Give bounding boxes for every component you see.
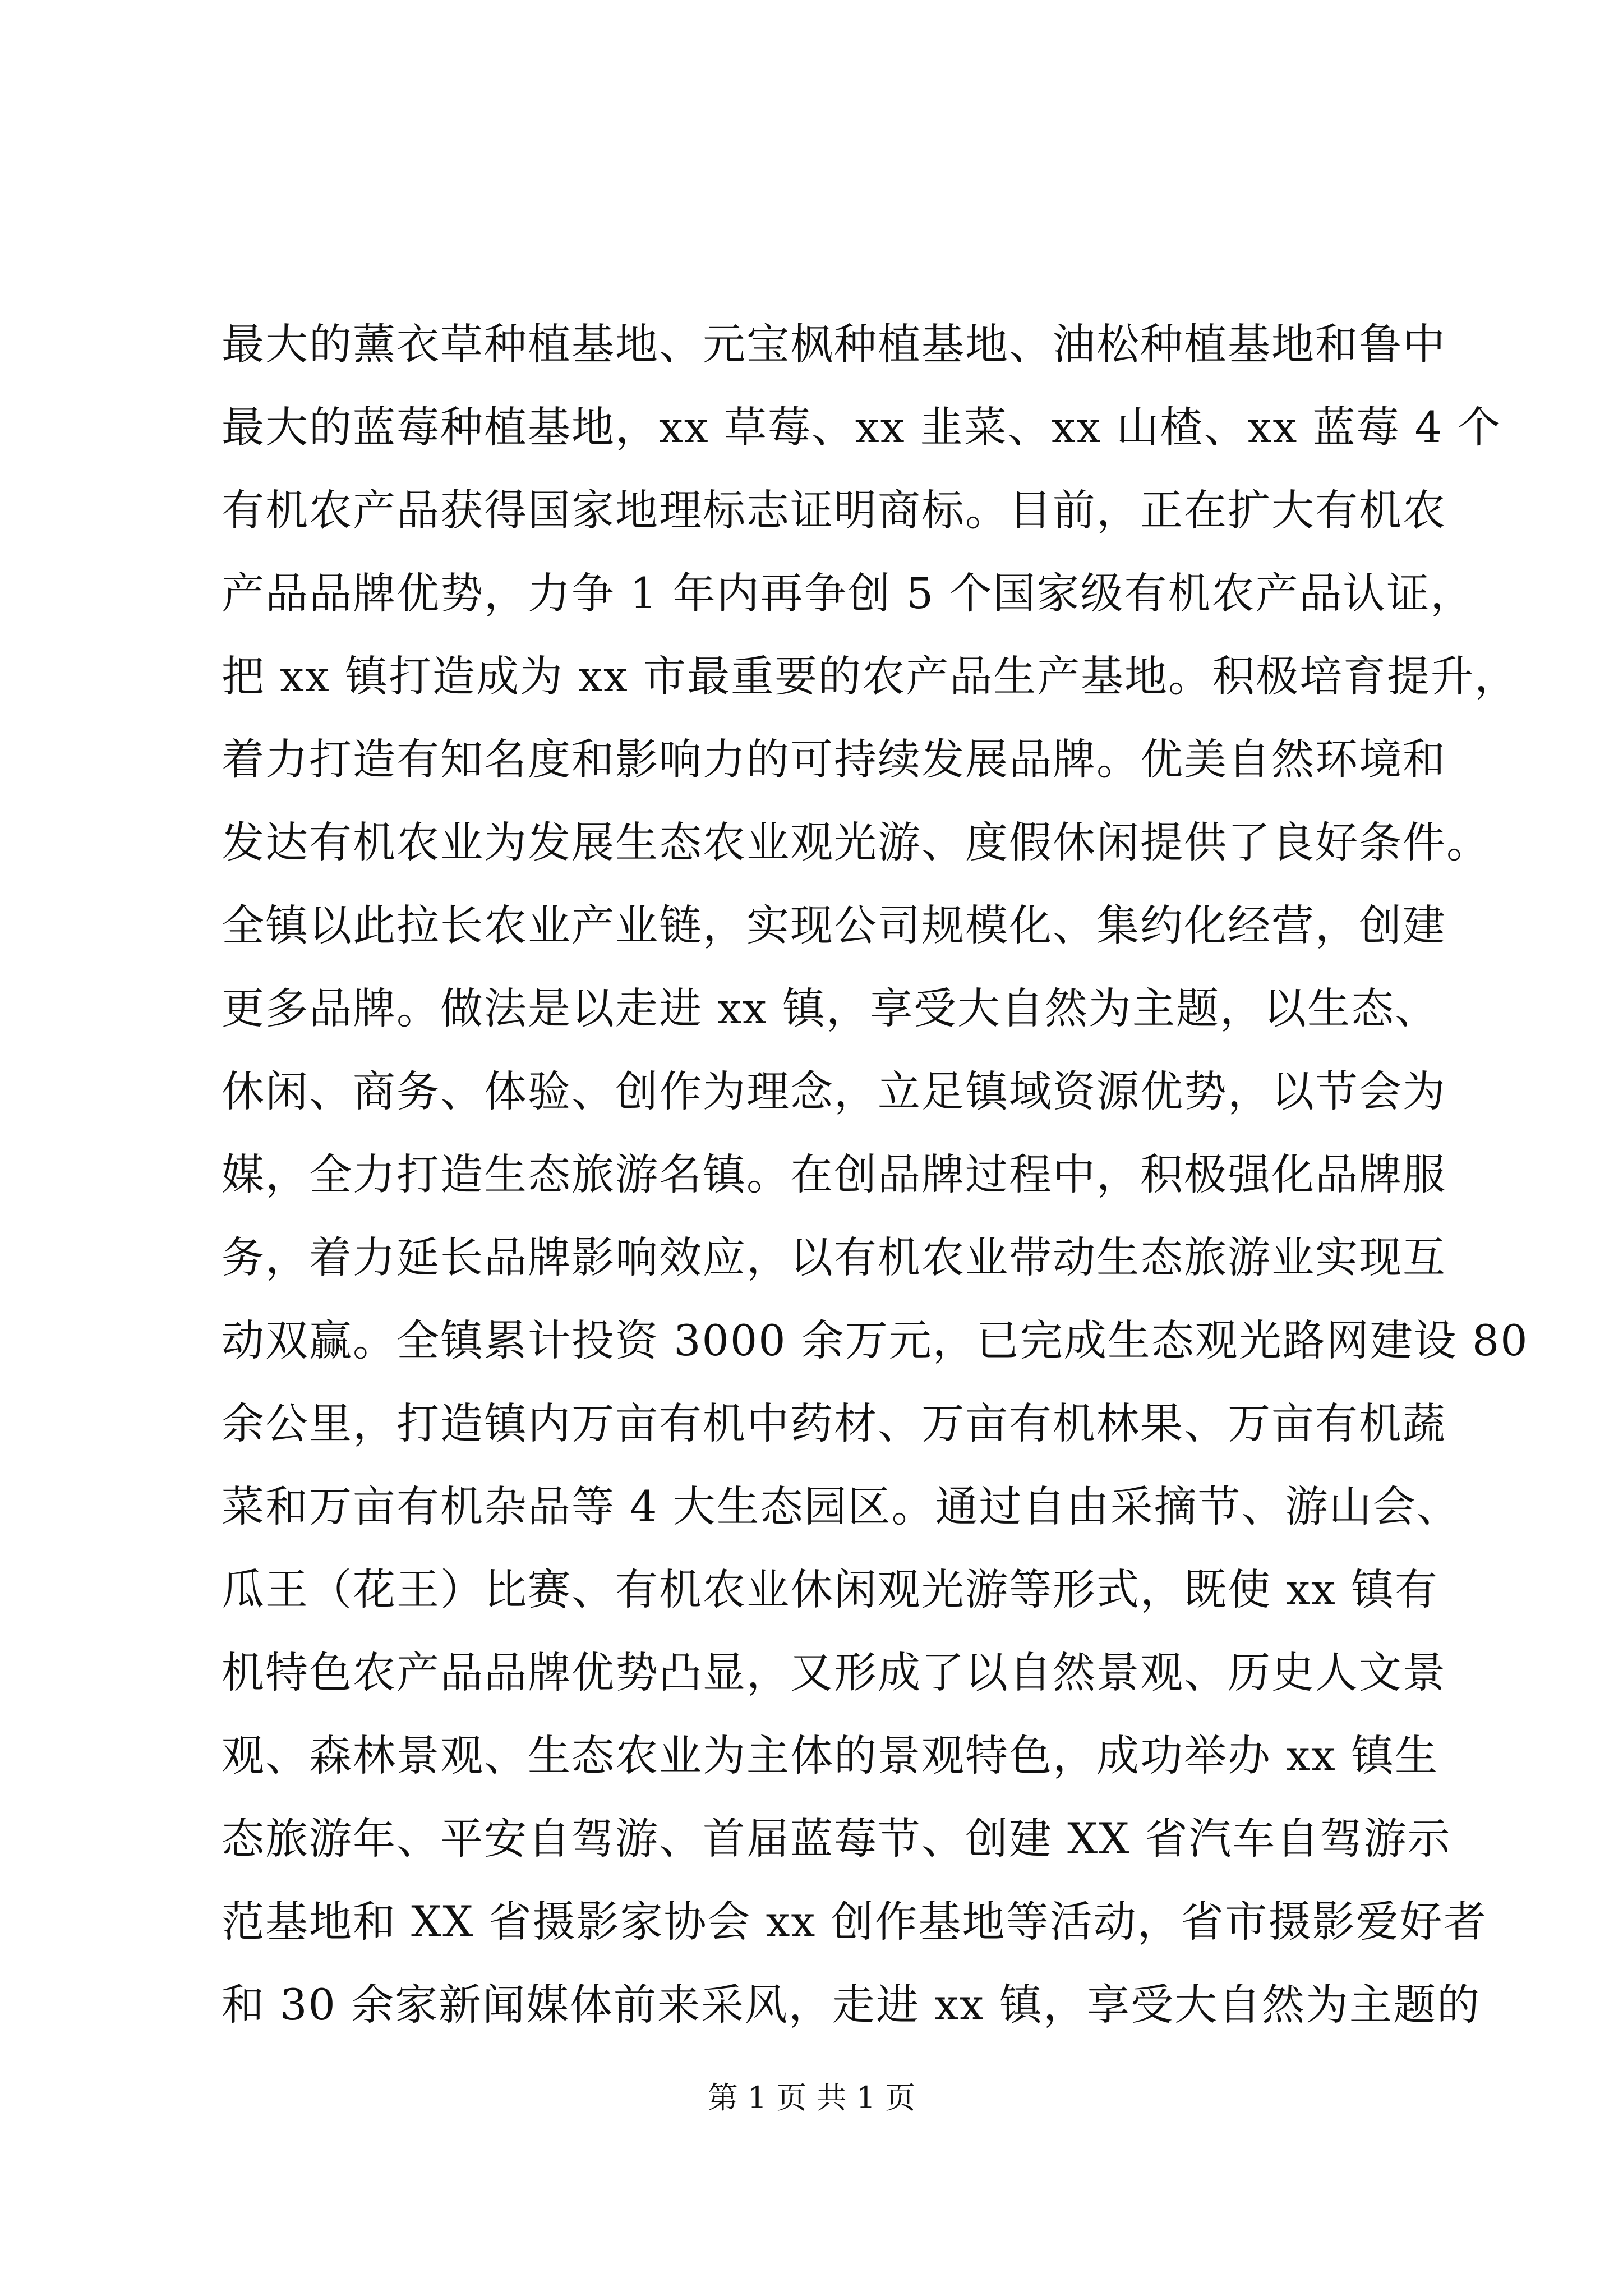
- text-line: 着力打造有知名度和影响力的可持续发展品牌。优美自然环境和: [222, 734, 1446, 784]
- text-line: 媒，全力打造生态旅游名镇。在创品牌过程中，积极强化品牌服: [222, 1149, 1446, 1199]
- page-footer: [0, 2076, 1623, 2120]
- text-line: 瓜王（花王）比赛、有机农业休闲观光游等形式，既使 xx 镇有: [222, 1565, 1439, 1614]
- text-line: 范基地和 XX 省摄影家协会 xx 创作基地等活动，省市摄影爱好者: [222, 1897, 1487, 1947]
- text-line: 菜和万亩有机杂品等 4 大生态园区。通过自由采摘节、游山会、: [222, 1481, 1460, 1531]
- text-line: 观、森林景观、生态农业为主体的景观特色，成功举办 xx 镇生: [222, 1731, 1439, 1780]
- text-line: 余公里，打造镇内万亩有机中药材、万亩有机林果、万亩有机蔬: [222, 1398, 1446, 1448]
- page-number-label: 第 1 页 共 1 页: [707, 2080, 916, 2115]
- body-paragraph: [222, 303, 1529, 2046]
- text-line: 态旅游年、平安自驾游、首届蓝莓节、创建 XX 省汽车自驾游示: [222, 1814, 1451, 1864]
- text-line: 发达有机农业为发展生态农业观光游、度假休闲提供了良好条件。: [222, 817, 1490, 867]
- text-line: 机特色农产品品牌优势凸显，又形成了以自然景观、历史人文景: [222, 1648, 1446, 1697]
- text-line: 有机农产品获得国家地理标志证明商标。目前，正在扩大有机农: [222, 485, 1446, 535]
- text-line: 最大的薰衣草种植基地、元宝枫种植基地、油松种植基地和鲁中: [222, 319, 1446, 369]
- text-line: 更多品牌。做法是以走进 xx 镇，享受大自然为主题，以生态、: [222, 983, 1439, 1033]
- text-line: 和 30 余家新闻媒体前来采风，走进 xx 镇，享受大自然为主题的: [222, 1980, 1481, 2030]
- text-line: 休闲、商务、体验、创作为理念，立足镇域资源优势，以节会为: [222, 1066, 1446, 1116]
- text-line: 动双赢。全镇累计投资 3000 余万元，已完成生态观光路网建设 80: [222, 1315, 1529, 1365]
- text-line: 产品品牌优势，力争 1 年内再争创 5 个国家级有机农产品认证，: [222, 568, 1474, 618]
- text-line: 最大的蓝莓种植基地，xx 草莓、xx 韭菜、xx 山楂、xx 蓝莓 4 个: [222, 402, 1502, 452]
- text-line: 把 xx 镇打造成为 xx 市最重要的农产品生产基地。积极培育提升，: [222, 651, 1519, 701]
- text-line: 全镇以此拉长农业产业链，实现公司规模化、集约化经营，创建: [222, 900, 1446, 950]
- text-line: 务，着力延长品牌影响效应，以有机农业带动生态旅游业实现互: [222, 1232, 1446, 1282]
